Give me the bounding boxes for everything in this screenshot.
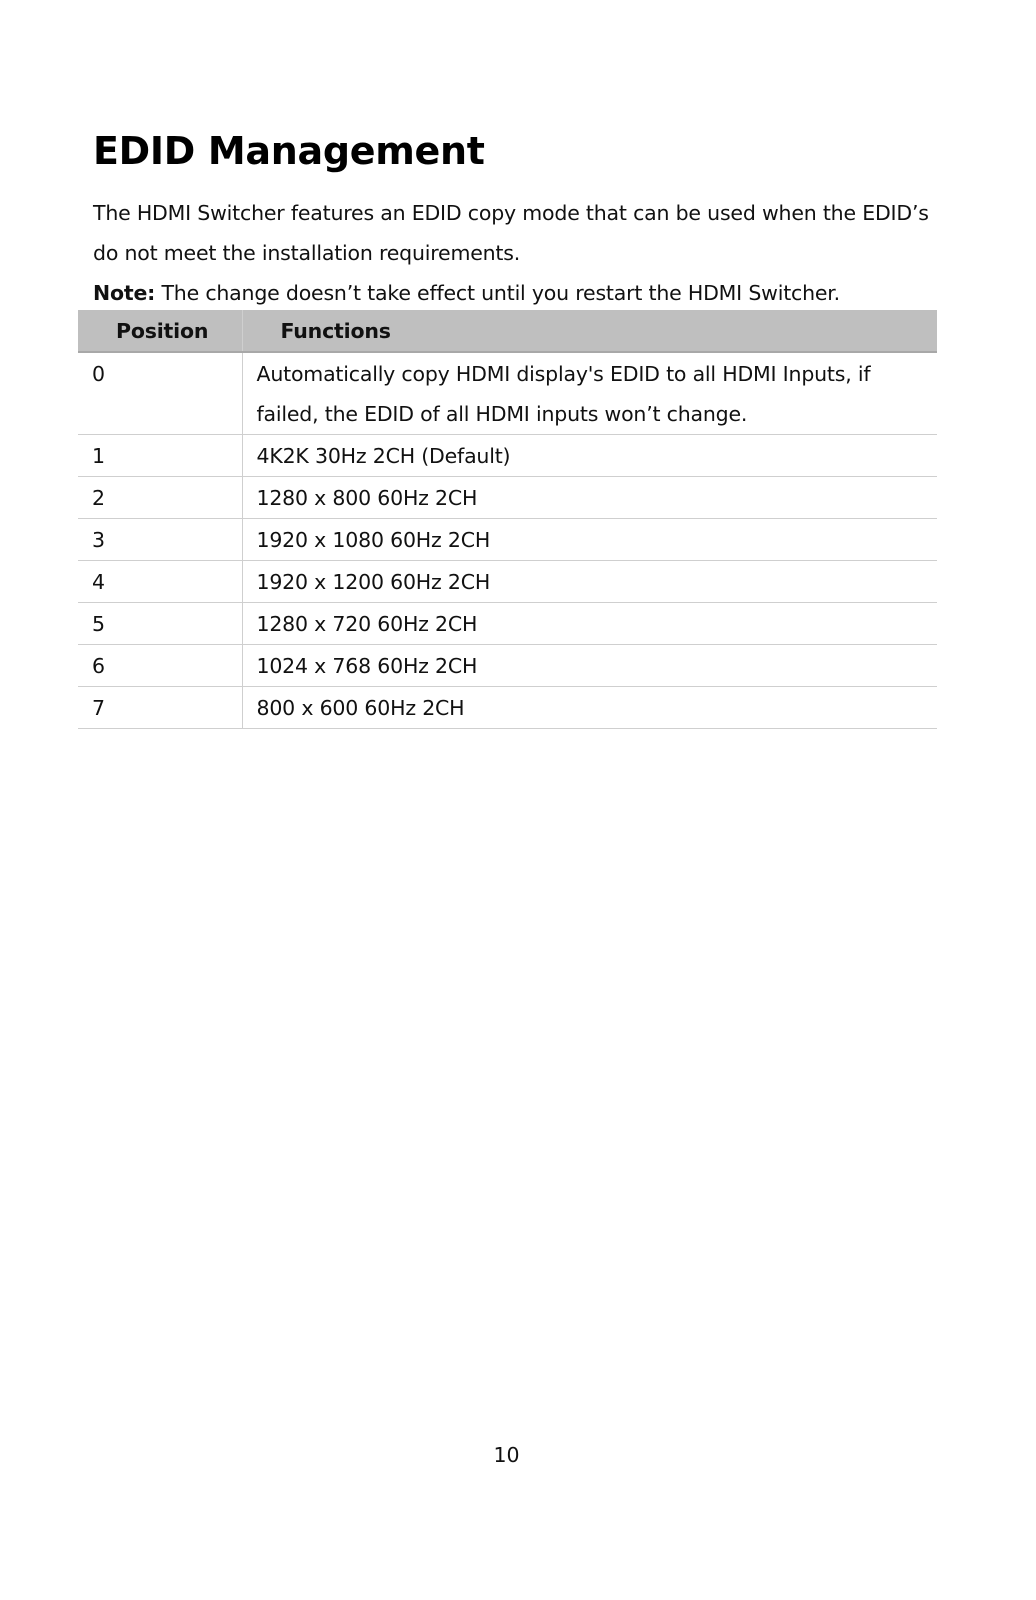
table-row (78, 477, 937, 519)
table-row (78, 603, 937, 645)
edid-table (78, 310, 937, 729)
table-row (78, 687, 937, 729)
position-cell: 0 (78, 352, 242, 435)
function-cell: 1280 x 720 60Hz 2CH (242, 603, 937, 645)
function-cell: 800 x 600 60Hz 2CH (242, 687, 937, 729)
position-cell: 5 (78, 603, 242, 645)
function-cell: 1280 x 800 60Hz 2CH (242, 477, 937, 519)
page-title: EDID Management (93, 129, 485, 173)
function-cell: 1920 x 1200 60Hz 2CH (242, 561, 937, 603)
header-functions: Functions (242, 310, 937, 352)
table-row (78, 435, 937, 477)
note-text: The change doesn’t take effect until you restart the HDMI Switcher. (155, 281, 840, 305)
table-row (78, 645, 937, 687)
position-cell: 6 (78, 645, 242, 687)
position-cell: 4 (78, 561, 242, 603)
table-row (78, 519, 937, 561)
function-cell: 4K2K 30Hz 2CH (Default) (242, 435, 937, 477)
table-header-row (78, 310, 937, 352)
function-cell: 1920 x 1080 60Hz 2CH (242, 519, 937, 561)
position-cell: 7 (78, 687, 242, 729)
intro-paragraph: The HDMI Switcher features an EDID copy mode that can be used when the EDID’s do not meet the installation requirements. (93, 201, 929, 265)
function-cell: 1024 x 768 60Hz 2CH (242, 645, 937, 687)
position-cell: 1 (78, 435, 242, 477)
position-cell: 2 (78, 477, 242, 519)
header-position: Position (78, 310, 242, 352)
note-label: Note: (93, 281, 156, 305)
table-row (78, 561, 937, 603)
position-cell: 3 (78, 519, 242, 561)
page-number: 10 (493, 1443, 520, 1467)
table-row (78, 352, 937, 435)
function-cell: Automatically copy HDMI display's EDID to all HDMI Inputs, if failed, the EDID of all HDMI inputs won’t change. (242, 352, 937, 435)
note-paragraph (93, 273, 953, 313)
